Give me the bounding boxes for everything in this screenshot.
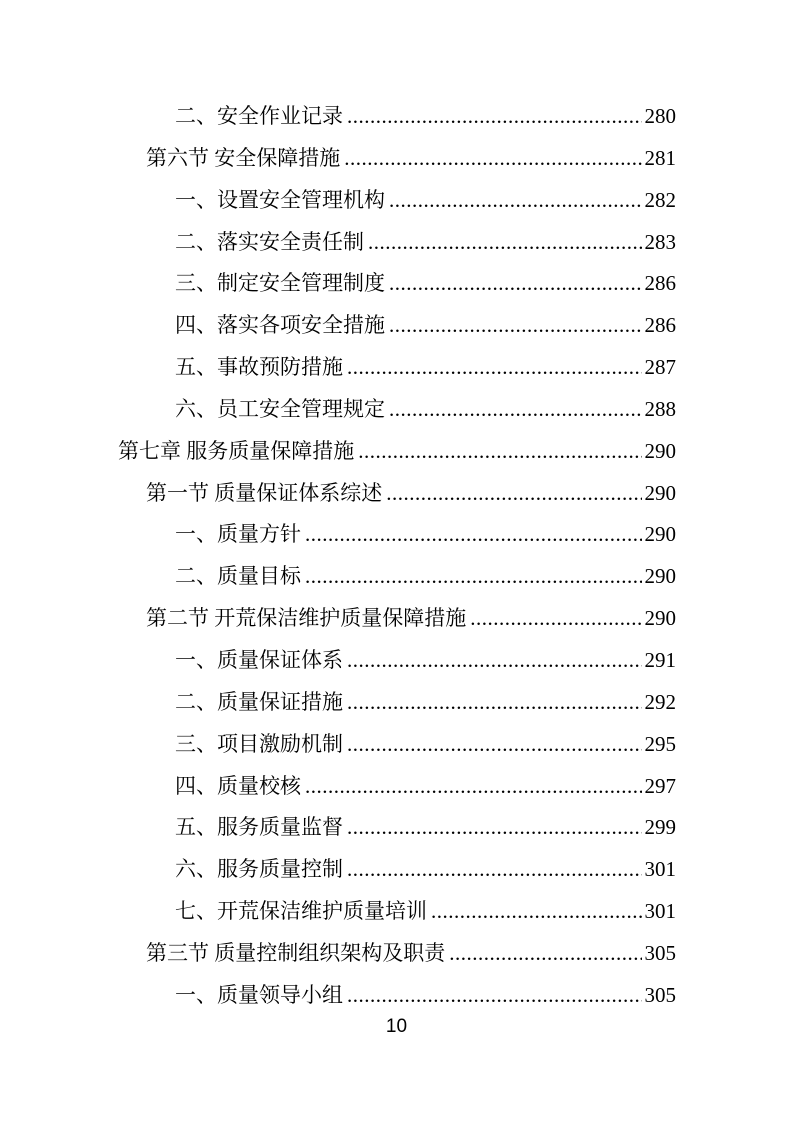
toc-entry-page-number: 286 [644, 271, 676, 296]
dot-leader [470, 598, 641, 640]
toc-entry-item[interactable] [118, 305, 676, 347]
dot-leader [389, 180, 642, 222]
toc-entry-label: 第七章 服务质量保障措施 [118, 438, 355, 463]
toc-entry-label: 一、质量保证体系 [175, 647, 343, 672]
dot-leader [305, 514, 642, 556]
toc-entry-page-number: 288 [644, 396, 676, 421]
toc-entry-page-number: 295 [644, 731, 676, 756]
toc-entry-page-number: 290 [644, 522, 676, 547]
toc-entry-page-number: 281 [644, 145, 676, 170]
dot-leader [386, 473, 641, 515]
toc-entry-section[interactable] [118, 933, 676, 975]
toc-entry-label: 第一节 质量保证体系综述 [146, 480, 383, 505]
toc-entry-label: 一、质量领导小组 [175, 982, 343, 1007]
toc-entry-page-number: 291 [644, 647, 676, 672]
dot-leader [305, 556, 642, 598]
toc-entry-page-number: 297 [644, 773, 676, 798]
toc-entry-label: 五、服务质量监督 [175, 815, 343, 840]
toc-entry-page-number: 280 [644, 104, 676, 128]
dot-leader [347, 640, 642, 682]
toc-entry-page-number: 305 [644, 940, 676, 965]
footer-page-number: 10 [385, 1016, 408, 1037]
toc-entry-item[interactable] [118, 96, 676, 138]
dot-leader [389, 305, 642, 347]
dot-leader [347, 975, 642, 1017]
toc-entry-label: 三、制定安全管理制度 [175, 271, 385, 296]
toc-entry-item[interactable] [118, 849, 676, 891]
toc-entry-item[interactable] [118, 347, 676, 389]
toc-entry-label: 六、服务质量控制 [175, 857, 343, 882]
toc-entry-section[interactable] [118, 138, 676, 180]
dot-leader [389, 389, 642, 431]
dot-leader [358, 431, 641, 473]
toc-entry-label: 二、质量保证措施 [175, 689, 343, 714]
toc-entry-page-number: 290 [644, 564, 676, 589]
dot-leader [305, 766, 642, 808]
table-of-contents [118, 96, 676, 1017]
toc-entry-item[interactable] [118, 682, 676, 724]
toc-entry-label: 五、事故预防措施 [175, 355, 343, 380]
toc-entry-label: 第六节 安全保障措施 [146, 145, 341, 170]
toc-entry-label: 四、质量校核 [175, 773, 301, 798]
page-footer [0, 1014, 793, 1040]
toc-entry-label: 一、设置安全管理机构 [175, 187, 385, 212]
toc-entry-item[interactable] [118, 640, 676, 682]
toc-entry-label: 一、质量方针 [175, 522, 301, 547]
toc-entry-item[interactable] [118, 724, 676, 766]
toc-entry-label: 第二节 开荒保洁维护质量保障措施 [146, 606, 467, 631]
toc-entry-page-number: 290 [644, 480, 676, 505]
toc-entry-page-number: 282 [644, 187, 676, 212]
toc-entry-page-number: 301 [644, 857, 676, 882]
toc-entry-page-number: 305 [644, 982, 676, 1007]
toc-entry-item[interactable] [118, 389, 676, 431]
toc-entry-label: 六、员工安全管理规定 [175, 396, 385, 421]
toc-entry-section[interactable] [118, 598, 676, 640]
toc-entry-item[interactable] [118, 180, 676, 222]
toc-entry-chapter[interactable] [118, 431, 676, 473]
toc-entry-label: 二、落实安全责任制 [175, 229, 364, 254]
toc-entry-item[interactable] [118, 514, 676, 556]
toc-entry-page-number: 283 [644, 229, 676, 254]
toc-entry-label: 七、开荒保洁维护质量培训 [175, 899, 427, 924]
dot-leader [347, 849, 642, 891]
toc-entry-label: 第三节 质量控制组织架构及职责 [146, 940, 446, 965]
dot-leader [347, 347, 642, 389]
toc-entry-item[interactable] [118, 891, 676, 933]
toc-entry-item[interactable] [118, 975, 676, 1017]
dot-leader [368, 222, 642, 264]
toc-entry-item[interactable] [118, 556, 676, 598]
dot-leader [347, 682, 642, 724]
dot-leader [347, 724, 642, 766]
toc-entry-item[interactable] [118, 263, 676, 305]
toc-entry-page-number: 299 [644, 815, 676, 840]
dot-leader [344, 138, 641, 180]
toc-entry-section[interactable] [118, 473, 676, 515]
toc-entry-item[interactable] [118, 766, 676, 808]
toc-entry-page-number: 292 [644, 689, 676, 714]
toc-entry-item[interactable] [118, 222, 676, 264]
dot-leader [347, 807, 642, 849]
dot-leader [347, 96, 642, 138]
toc-entry-page-number: 286 [644, 313, 676, 338]
dot-leader [449, 933, 641, 975]
toc-entry-page-number: 290 [644, 438, 676, 463]
toc-entry-item[interactable] [118, 807, 676, 849]
toc-entry-page-number: 301 [644, 899, 676, 924]
toc-entry-label: 三、项目激励机制 [175, 731, 343, 756]
dot-leader [389, 263, 642, 305]
dot-leader [431, 891, 642, 933]
toc-entry-page-number: 287 [644, 355, 676, 380]
toc-entry-label: 四、落实各项安全措施 [175, 313, 385, 338]
toc-entry-label: 二、安全作业记录 [175, 104, 343, 128]
toc-entry-label: 二、质量目标 [175, 564, 301, 589]
toc-entry-page-number: 290 [644, 606, 676, 631]
